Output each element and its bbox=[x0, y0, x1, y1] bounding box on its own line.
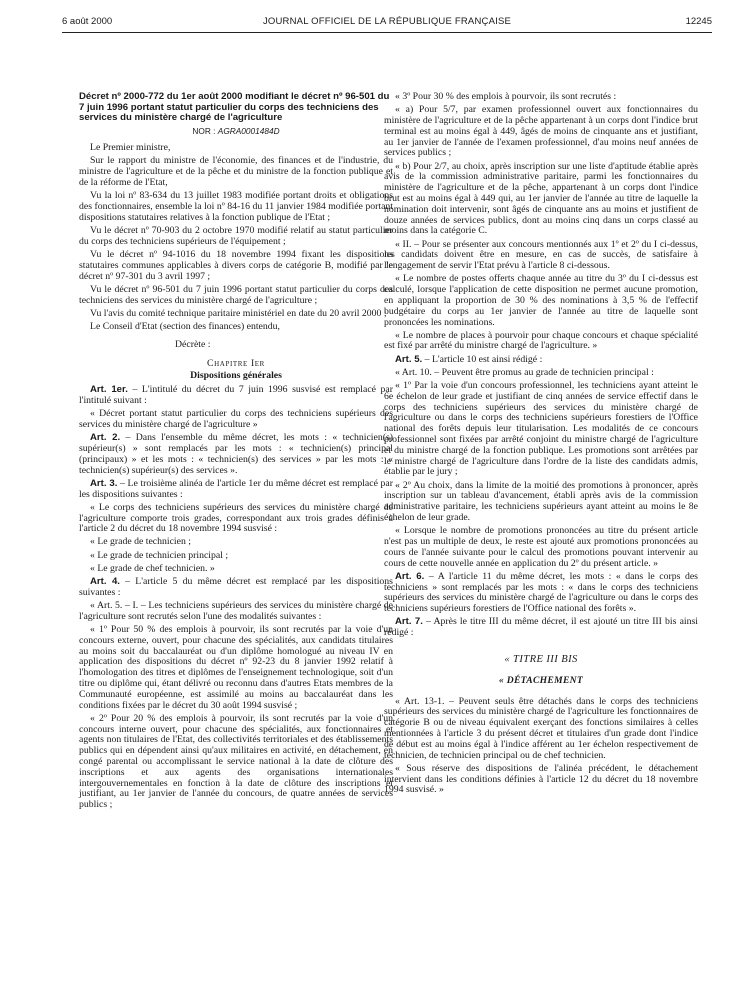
article-label: Art. 2. bbox=[90, 432, 121, 444]
article-4: Art. 4. – L'article 5 du même décret est remplacé par les dispositions suivantes : bbox=[79, 576, 393, 598]
article-label: Art. 3. bbox=[90, 477, 118, 489]
intro-paragraph: Le Premier ministre, bbox=[90, 142, 171, 154]
article-paragraph: « b) Pour 2/7, au choix, après inscription sur une liste d'aptitude établie après avis de la commission administrative paritaire, parmi les fonctionnaires du ministère de l'agriculture et de la pêche, appartenant à un corps dont l'indice brut est au moins égal à 449 qui, au 1er janvier de l'année au titre de laquelle la nomination doit intervenir, sont âgés de cinquante ans au moins et justifient de douze années de services publics, dont au moins cinq dans un corps classé au moins dans la catégorie C. bbox=[384, 160, 698, 237]
decree-title: Décret nº 2000-772 du 1er août 2000 modifiant le décret nº 96-501 du 7 juin 1996 portant statut particulier du corps des techniciens des services du ministère chargé de l'agriculture bbox=[79, 91, 390, 123]
intro-paragraph: Vu la loi nº 83-634 du 13 juillet 1983 modifiée portant droits et obligations des fonctionnaires, ensemble la loi nº 84-16 du 11 janvier 1984 modifiée portant dispositions statutaires relatives à la fonction publique de l'Etat ; bbox=[79, 190, 393, 223]
intro-paragraph: Le Conseil d'Etat (section des finances) entendu, bbox=[90, 320, 280, 332]
article-label: Art. 7. bbox=[395, 616, 423, 628]
page-header bbox=[62, 12, 712, 33]
article-label: Art. 4. bbox=[90, 576, 120, 588]
article-paragraph: « 1º Pour 50 % des emplois à pourvoir, ils sont recrutés par la voie d'un concours externe, ouvert, pour chacune des spécialités, aux candidats titulaires au moins soit du baccalauréat ou d'un diplôme homologué au niveau IV en application des dispositions du décret nº 92-23 du 8 janvier 1992 relatif à l'homologation des titres et diplômes de l'enseignement technologique, soit d'un titre ou diplôme qui, étant délivré ou reconnu dans d'autres Etats membres de la Communauté européenne, est assimilé au moins au baccalauréat dans les conditions fixées par le décret du 30 août 1994 susvisé ; bbox=[79, 624, 393, 711]
article-paragraph: « Sous réserve des dispositions de l'alinéa précédent, le détachement intervient dans les conditions définies à l'article 12 du décret du 18 novembre 1994 susvisé. » bbox=[384, 762, 698, 796]
article-paragraph: « 3º Pour 30 % des emplois à pourvoir, ils sont recrutés : bbox=[395, 91, 617, 102]
nor-label: NOR : bbox=[192, 125, 216, 136]
grade-item: « Le grade de technicien ; bbox=[90, 536, 191, 548]
left-column bbox=[79, 92, 393, 813]
article-paragraph: « a) Pour 5/7, par examen professionnel ouvert aux fonctionnaires du ministère de l'agriculture et de la pêche appartenant à un corps dont l'indice brut terminal est au moins égal à 449, âgés de moins de cinquante ans et justifiant, au 1er janvier de l'année de l'examen professionnel, d'au moins neuf années de services publics ; bbox=[384, 104, 698, 159]
article-2: Art. 2. – Dans l'ensemble du même décret, les mots : « technicien(s) supérieur(s) » sont remplacés par les mots : « technicien(s) principal (principaux) » et les mots : « technicien(s) des services » par les mots : « technicien(s) supérieur(s) des services ». bbox=[79, 432, 393, 476]
intro-paragraph: Vu le décret nº 70-903 du 2 octobre 1970 modifié relatif au statut particulier du corps des techniciens supérieurs de l'équipement ; bbox=[79, 225, 393, 247]
article-5: Art. 5. – L'article 10 est ainsi rédigé : bbox=[395, 353, 543, 365]
intro-paragraph: Vu l'avis du comité technique paritaire ministériel en date du 20 avril 2000 ; bbox=[90, 307, 387, 319]
intro-paragraph: Vu le décret nº 96-501 du 7 juin 1996 portant statut particulier du corps des techniciens des services du ministère chargé de l'agriculture ; bbox=[79, 283, 393, 306]
article-paragraph: « 2º Pour 20 % des emplois à pourvoir, ils sont recrutés par la voie d'un concours interne ouvert, pour chacune des spécialités, aux fonctionnaires et agents non titulaires de l'Etat, des collectivités territoriales et des établissements publics qui en dépendent ainsi qu'aux militaires en activité, en détachement, en congé parental ou accomplissant le service national à la date de clôture des inscriptions et aux agents des organisations internationales intergouvernementales en fonction à la date de clôture des inscriptions et justifiant, au 1er janvier de l'année du concours, de quatre années de services publics ; bbox=[79, 712, 393, 811]
decrete-heading: Décrète : bbox=[175, 338, 211, 350]
titre-heading: « TITRE III BIS bbox=[504, 653, 578, 665]
intro-paragraph: Sur le rapport du ministre de l'économie, des finances et de l'industrie, du ministre de l'agriculture et de la pêche et du ministre de la fonction publique et de la réforme de l'Etat, bbox=[79, 155, 393, 189]
article-paragraph: « Lorsque le nombre de promotions prononcées au titre du présent article n'est pas un multiple de deux, le reste est ajouté aux promotions prononcées au cours de l'année suivante pour le calcul des promotions pouvant intervenir au cours de cette nouvelle année en application du 2º du présent article. » bbox=[384, 525, 698, 569]
article-label: Art. 6. bbox=[395, 570, 425, 582]
article-1: Art. 1er. – L'intitulé du décret du 7 juin 1996 susvisé est remplacé par l'intitulé suivant : bbox=[79, 384, 393, 406]
chapter-heading: Chapitre Ier bbox=[207, 357, 265, 369]
intro-paragraph: Vu le décret nº 94-1016 du 18 novembre 1994 fixant les dispositions statutaires communes applicables à divers corps de catégorie B, modifié par le décret nº 97-301 du 3 avril 1997 ; bbox=[79, 249, 393, 282]
article-paragraph: « Le nombre de places à pourvoir pour chaque concours et chaque spécialité est fixé par arrêté du ministre chargé de l'agriculture. » bbox=[384, 329, 698, 352]
grade-item: « Le grade de chef technicien. » bbox=[90, 562, 215, 574]
article-3: Art. 3. – Le troisième alinéa de l'article 1er du même décret est remplacé par les dispositions suivantes : bbox=[79, 477, 393, 500]
article-paragraph: « II. – Pour se présenter aux concours mentionnés aux 1º et 2º du I ci-dessus, les candidats doivent être en mesure, en cas de succès, de satisfaire à l'engagement de servir l'Etat prévu à l'article 8 ci-dessous. bbox=[384, 238, 698, 272]
article-7: Art. 7. – Après le titre III du même décret, il est ajouté un titre III bis ainsi rédigé : bbox=[384, 616, 698, 639]
article-label: Art. 1er. bbox=[90, 384, 128, 396]
right-column bbox=[384, 92, 698, 798]
nor-reference bbox=[79, 126, 393, 137]
article-paragraph: « Le nombre de postes offerts chaque année au titre du 3º du I ci-dessus est calculé, lorsque l'application de cette disposition ne permet aucune promotion, en appliquant la proportion de 30 % des nominations à 3,5 % de l'effectif budgétaire du corps au 1er janvier de l'année au titre de laquelle sont prononcées les nominations. bbox=[384, 273, 698, 328]
detachement-heading: « DÉTACHEMENT bbox=[498, 674, 584, 686]
article-paragraph: « Art. 13-1. – Peuvent seuls être détachés dans le corps des techniciens supérieurs des services du ministère chargé de l'agriculture les fonctionnaires de catégorie B ou de niveau équivalent exerçant des fonctions similaires à celles mentionnées à l'article 3 du présent décret et titulaires d'un grade dont l'indice de début est au moins égal à l'indice afférent au 1er échelon respectivement de technicien, de technicien principal ou de chef technicien. bbox=[384, 695, 698, 761]
article-quote: « Le corps des techniciens supérieurs des services du ministère chargé de l'agriculture comporte trois grades, correspondant aux trois grades définis à l'article 2 du décret du 18 novembre 1994 susvisé : bbox=[79, 501, 393, 535]
article-paragraph: « Art. 10. – Peuvent être promus au grade de technicien principal : bbox=[395, 366, 654, 378]
nor-code: AGRA0001484D bbox=[217, 125, 280, 136]
article-paragraph: « 1º Par la voie d'un concours professionnel, les techniciens ayant atteint le 6e échelon de leur grade et justifiant de cinq années de service effectif dans le corps des techniciens supérieurs des services du ministère chargé de l'agriculture ou dans le corps des techniciens supérieurs forestiers de l'Office national des forêts depuis leur titularisation. Les modalités de ce concours professionnel sont fixées par arrêté conjoint du ministre chargé de l'agriculture et du ministre chargé de la fonction publique. Les promotions sont arrêtées par le ministre chargé de l'agriculture dans l'ordre de la liste des candidats admis, établie par le jury ; bbox=[384, 380, 698, 478]
article-label: Art. 5. bbox=[395, 353, 423, 365]
article-6: Art. 6. – A l'article 11 du même décret, les mots : « dans le corps des techniciens » sont remplacés par les mots : « dans le corps des techniciens supérieurs des services du ministère chargé de l'agriculture ou dans le corps des techniciens supérieurs forestiers de l'Office national des forêts ». bbox=[384, 570, 698, 615]
header-journal-title: JOURNAL OFFICIEL DE LA RÉPUBLIQUE FRANÇAISE bbox=[262, 16, 512, 27]
grade-item: « Le grade de technicien principal ; bbox=[90, 549, 229, 561]
header-date: 6 août 2000 bbox=[62, 16, 113, 27]
article-quote: « Art. 5. – I. – Les techniciens supérieurs des services du ministère chargé de l'agriculture sont recrutés selon l'une des modalités suivantes : bbox=[79, 600, 393, 622]
section-heading: Dispositions générales bbox=[190, 370, 282, 382]
header-page-number: 12245 bbox=[685, 16, 712, 27]
article-quote: « Décret portant statut particulier du corps des techniciens supérieurs des services du ministère chargé de l'agriculture » bbox=[79, 408, 393, 430]
article-paragraph: « 2º Au choix, dans la limite de la moitié des promotions à prononcer, après inscription sur un tableau d'avancement, établi après avis de la commission administrative paritaire, les techniciens supérieurs ayant atteint au moins le 8e échelon de leur grade. bbox=[384, 479, 698, 523]
